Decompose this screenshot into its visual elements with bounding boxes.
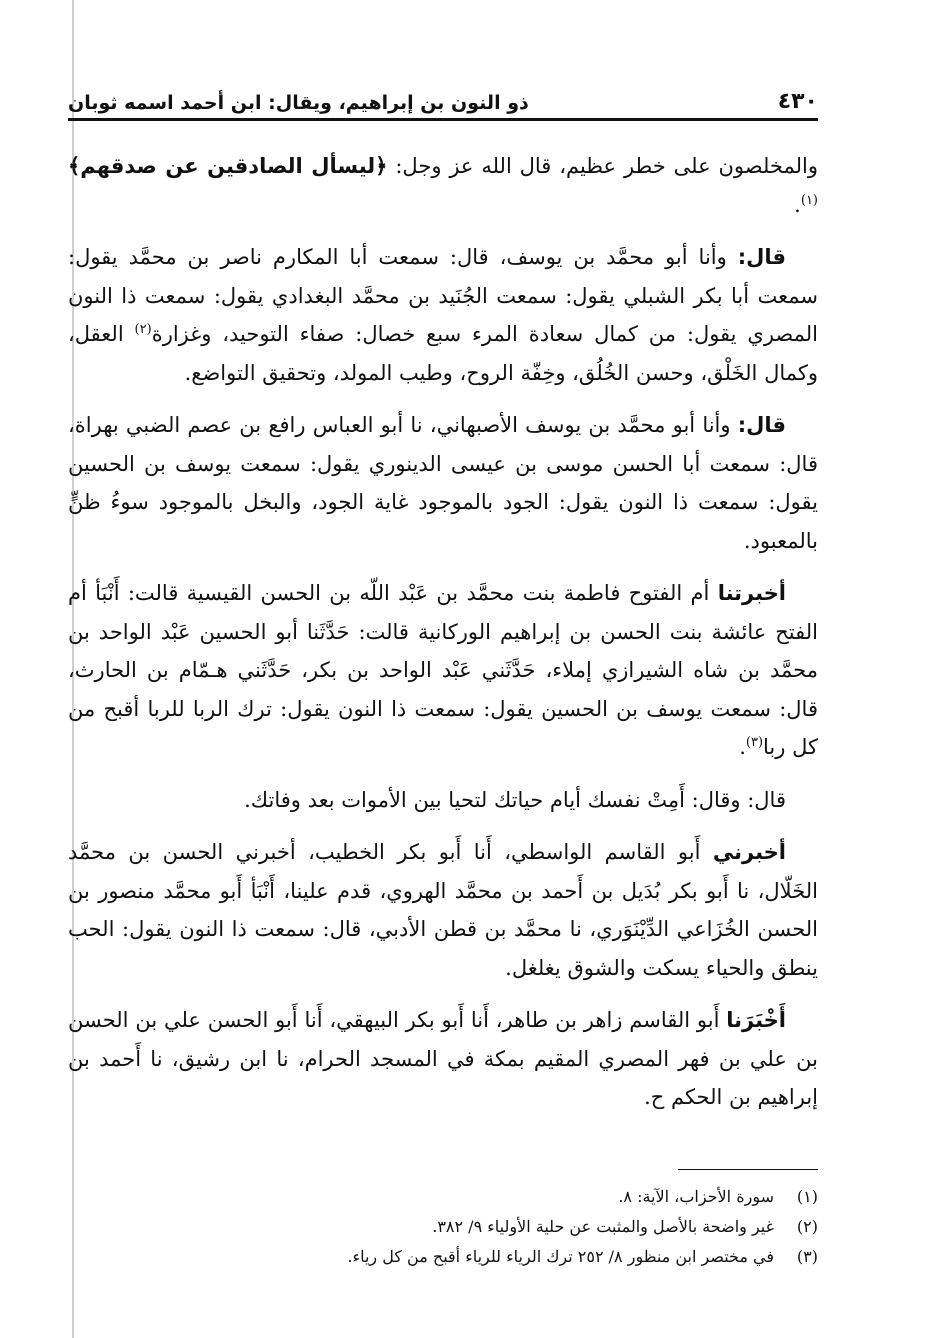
paragraph-text: وأنا أبو محمَّد بن يوسف الأصبهاني، نا أبو العباس رافع بن عصم الضبي بهراة، قال: سمعت أبا الحسن موسى بن عيسى الدينوري يقول: سمعت يوسف بن الحسين يقول: سمعت ذا النون يقول: الجود بالموجود غاية الجود، والبخل بالموجود سوءُ ظنٍّ بالمعبود.: [68, 413, 818, 553]
quran-verse: ﴿ليسأل الصادقين عن صدقهم﴾: [68, 154, 388, 178]
footnote-3: [68, 1242, 818, 1272]
paragraph-lead-word: أخبرتنا: [717, 581, 786, 605]
paragraph-7: [68, 1001, 818, 1117]
paragraph-lead-word: أَخْبَرَنا: [726, 1008, 786, 1032]
paragraph-text: وأنا أبو محمَّد بن يوسف، قال: سمعت أبا المكارم ناصر بن محمَّد يقول: سمعت أبا بكر الشبلي يقول: سمعت الجُنَيد بن محمَّد البغدادي يقول: سمعت ذا النون المصري يقول: من كمال سعادة المرء سبع خصال: صفاء التوحيد، وغزارة: [68, 245, 819, 346]
book-page: [68, 82, 818, 1272]
paragraph-lead-word: قال:: [737, 245, 786, 269]
footnote-number: (٢): [796, 1216, 818, 1236]
paragraph-text: أَبو القاسم الواسطي، أَنا أَبو بكر الخطيب، أخبرني الحسن بن محمَّد الخَلّال، نا أَبو بكر بُدَيل بن أَحمد بن محمَّد الهروي، قدم علينا، أَنْبَأ أَبو محمَّد منصور بن الحسن الخُزَاعي الدِّيْنَوَري، نا محمَّد بن قطن الأدبي، قال: سمعت ذا النون يقول: الحب ينطق والحياء يسكت والشوق يغلغل.: [68, 840, 818, 980]
footnotes: [68, 1182, 818, 1272]
footnote-divider: [678, 1169, 818, 1170]
paragraph-6: [68, 833, 818, 987]
paragraph-lead-word: قال:: [737, 413, 786, 437]
paragraph-1: [68, 147, 818, 224]
running-header: [68, 82, 818, 121]
paragraph-3: [68, 406, 818, 560]
footnote-text: في مختصر ابن منظور ٨/ ٢٥٢ ترك الرياء للرياء أقبح من كل رياء.: [347, 1246, 774, 1266]
footnote-text: غير واضحة بالأصل والمثبت عن حلية الأولياء ٩/ ٣٨٢.: [432, 1216, 774, 1236]
footnote-marker-1: (١): [800, 192, 818, 208]
paragraph-text-end: العقل، وكمال الخَلْق، وحسن الخُلُق، وخِفّة الروح، وطيب المولد، وتحقيق التواضع.: [68, 322, 818, 385]
footnote-marker-2: (٢): [134, 322, 152, 337]
paragraph-text: أَبو القاسم زاهر بن طاهر، أَنا أَبو بكر البيهقي، أَنا أَبو الحسن علي بن الحسن بن علي بن فهر المصري المقيم بمكة في المسجد الحرام، نا ابن رشيق، نا أَحمد بن إبراهيم بن الحكم ح.: [68, 1008, 818, 1109]
page-number: ٤٣٠: [777, 89, 818, 114]
paragraph-2: [68, 238, 818, 392]
paragraph-text-end: .: [739, 735, 746, 759]
paragraph-4: [68, 574, 818, 767]
footnote-marker-3: (٣): [745, 735, 764, 750]
footnote-number: (٣): [796, 1246, 818, 1266]
paragraph-text: أم الفتوح فاطمة بنت محمَّد بن عَبْد اللّه بن الحسن القيسية قالت: أَنْبَأ أم الفتح عائشة بنت الحسن بن إبراهيم الوركانية قالت: حَدَّثَنا أبو الحسين عَبْد الواحد بن محمَّد بن شاه الشيرازي إملاء، حَدَّثَني عَبْد الواحد بن بكر، حَدَّثَني هـمّام بن الحارث، قال: سمعت يوسف بن الحسين يقول: سمعت ذا النون يقول: ترك الربا للربا أقبح من كل ربا: [68, 581, 818, 759]
footnote-text: سورة الأحزاب، الآية: ٨.: [618, 1186, 774, 1206]
paragraph-text-end: .: [794, 192, 801, 217]
paragraph-text: قال: وقال: أَمِتْ نفسك أيام حياتك لتحيا بين الأموات بعد وفاتك.: [244, 787, 786, 812]
paragraph-lead-word: أخبرني: [712, 840, 786, 864]
paragraph-text: والمخلصون على خطر عظيم، قال الله عز وجل:: [387, 154, 818, 178]
footnote-1: [68, 1182, 818, 1212]
main-text: [68, 147, 818, 1117]
footnote-number: (١): [796, 1186, 818, 1206]
footnote-2: [68, 1212, 818, 1242]
paragraph-5: [68, 781, 818, 820]
running-title: ذو النون بن إبراهيم، ويقال: ابن أحمد اسمه ثوبان: [68, 92, 529, 114]
